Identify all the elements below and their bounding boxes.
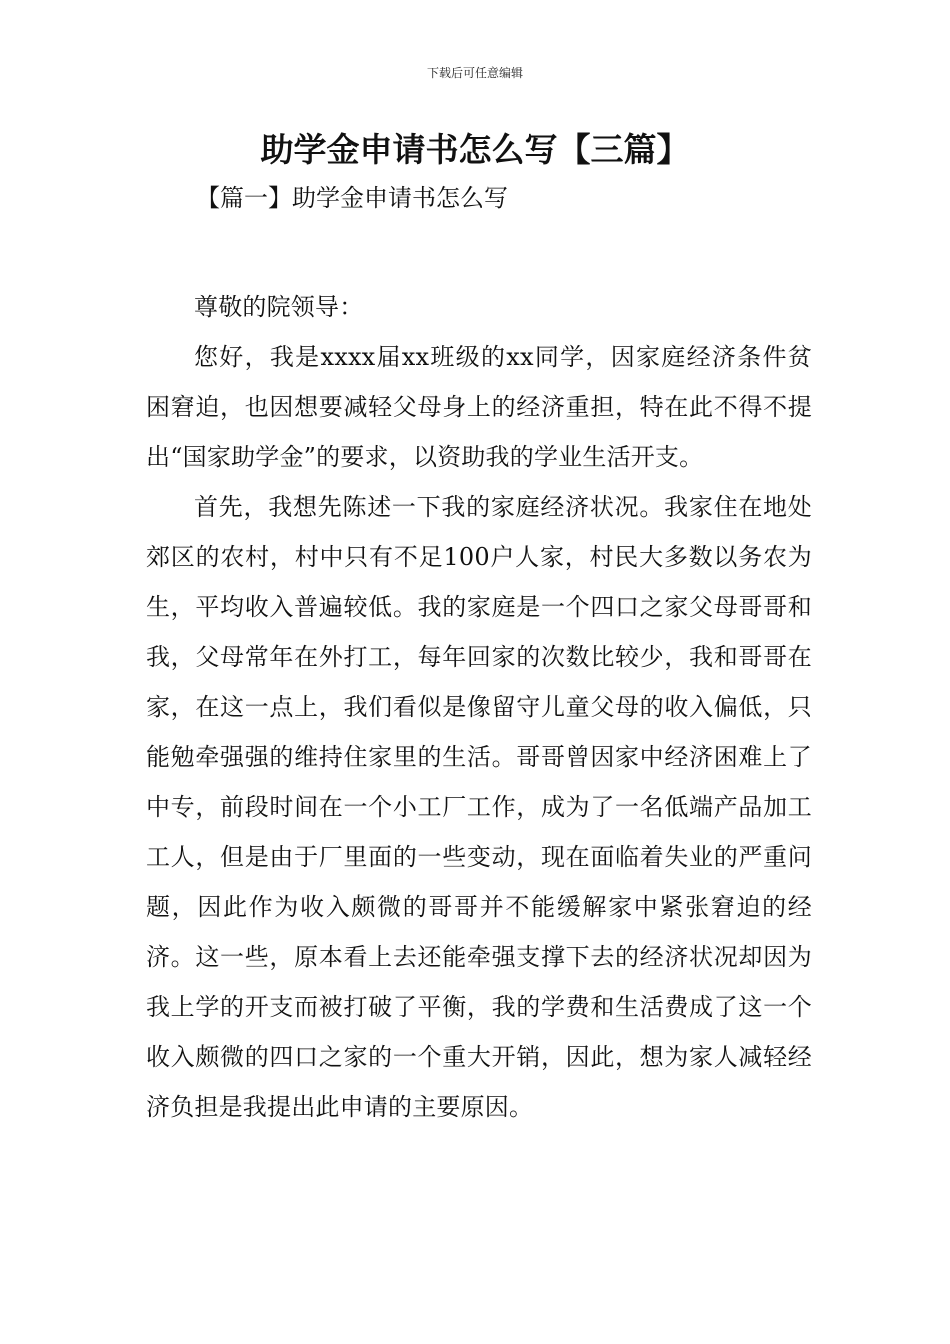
body-paragraph-1: 您好，我是xxxx届xx班级的xx同学，因家庭经济条件贫困窘迫，也因想要减轻父母身上的经济重担，特在此不得不提出“国家助学金”的要求，以资助我的学业生活开支。 <box>146 343 812 471</box>
salutation: 尊敬的院领导： <box>194 293 364 321</box>
page-header-note: 下载后可任意编辑 <box>426 66 523 80</box>
document-title: 助学金申请书怎么写【三篇】 <box>260 130 690 169</box>
section-heading: 【篇一】助学金申请书怎么写 <box>196 184 508 212</box>
body-paragraph-2: 首先，我想先陈述一下我的家庭经济状况。我家住在地处郊区的农村，村中只有不足100户人家，村民大多数以务农为生，平均收入普遍较低。我的家庭是一个四口之家父母哥哥和我，父母常年在外打工，每年回家的次数比较少，我和哥哥在家，在这一点上，我们看似是像留守儿童父母的收入偏低，只能勉牵强强的维持住家里的生活。哥哥曾因家中经济困难上了中专，前段时间在一个小工厂工作，成为了一名低端产品加工工人，但是由于厂里面的一些变动，现在面临着失业的严重问题，因此作为收入颇微的哥哥并不能缓解家中紧张窘迫的经济。这一些，原本看上去还能牵强支撑下去的经济状况却因为我上学的开支而被打破了平衡，我的学费和生活费成了这一个收入颇微的四口之家的一个重大开销，因此，想为家人减轻经济负担是我提出此申请的主要原因。 <box>146 493 812 1121</box>
document-body <box>146 282 812 1132</box>
